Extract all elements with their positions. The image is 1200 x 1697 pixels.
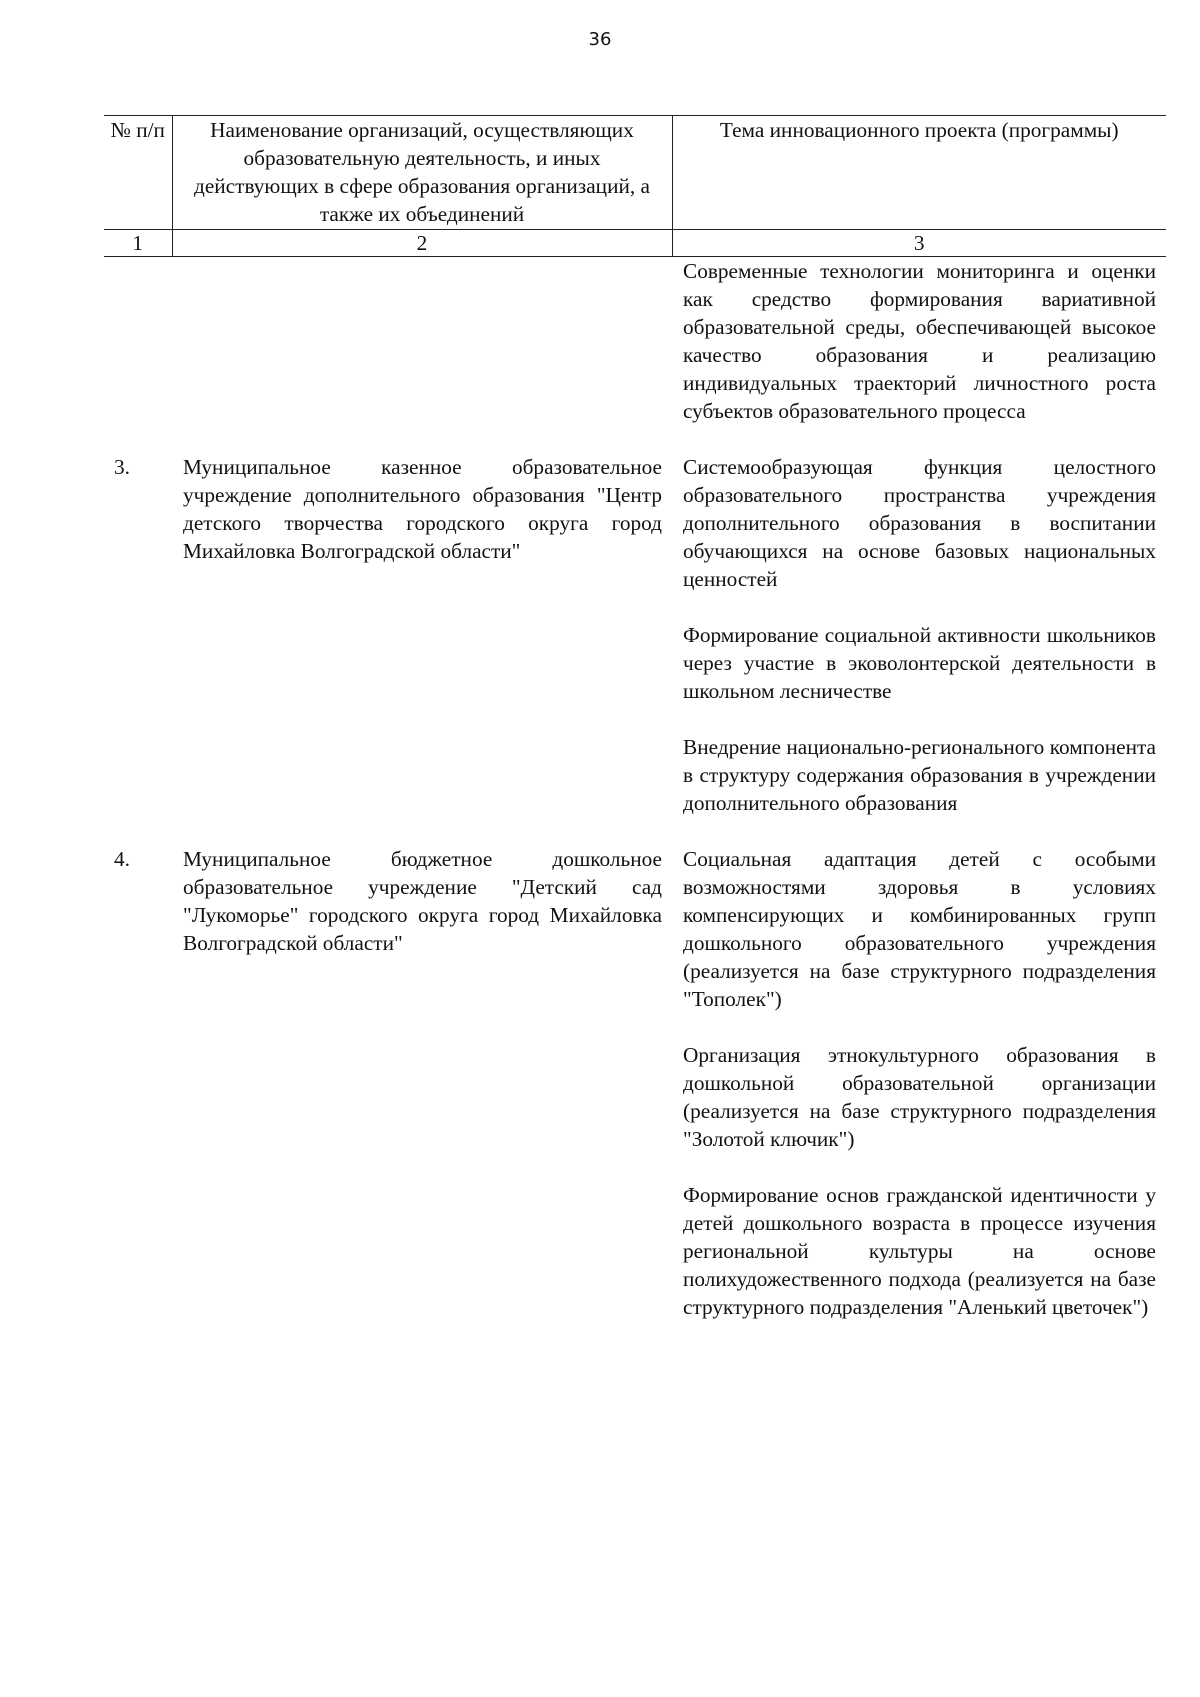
project-topic: Системообразующая функция целостного образовательного пространства учреждения дополнительного образования в воспитании обучающихся на основе базовых национальных ценностей bbox=[683, 455, 1156, 591]
column-number: 3 bbox=[672, 230, 1166, 257]
column-number: 1 bbox=[104, 230, 172, 257]
row-number: 3. bbox=[114, 455, 130, 479]
header-project-topic: Тема инновационного проекта (программы) bbox=[672, 116, 1166, 230]
table-row bbox=[104, 845, 1166, 1321]
column-number-row bbox=[104, 230, 1166, 257]
table-header-row bbox=[104, 116, 1166, 230]
project-topic: Современные технологии мониторинга и оценки как средство формирования вариативной образовательной среды, обеспечивающей высокое качество образования и реализацию индивидуальных траекторий личностного роста субъектов образовательного процесса bbox=[683, 259, 1156, 423]
projects-table bbox=[104, 115, 1166, 1321]
table-row bbox=[104, 453, 1166, 817]
table-row-continuation bbox=[104, 257, 1166, 426]
row-number: 4. bbox=[114, 847, 130, 871]
column-number: 2 bbox=[172, 230, 672, 257]
project-topic: Организация этнокультурного образования в дошкольной образовательной организации (реализуется на базе структурного подразделения "Золотой ключик") bbox=[683, 1043, 1156, 1151]
project-topic: Формирование основ гражданской идентичности у детей дошкольного возраста в процессе изучения региональной культуры на основе полихудожественного подхода (реализуется на базе структурного подразделения "Аленький цветочек") bbox=[683, 1183, 1156, 1319]
page-number: 36 bbox=[588, 29, 612, 50]
organization-name: Муниципальное казенное образовательное учреждение дополнительного образования "Центр детского творчества городского округа город Михайловка Волгоградской области" bbox=[183, 455, 662, 563]
project-topic: Внедрение национально-регионального компонента в структуру содержания образования в учреждении дополнительного образования bbox=[683, 735, 1156, 815]
organization-name: Муниципальное бюджетное дошкольное образовательное учреждение "Детский сад "Лукоморье" городского округа город Михайловка Волгоградской области" bbox=[183, 847, 662, 955]
header-number: № п/п bbox=[104, 116, 172, 230]
project-topic: Формирование социальной активности школьников через участие в эковолонтерской деятельности в школьном лесничестве bbox=[683, 623, 1156, 703]
header-organization: Наименование организаций, осуществляющих образовательную деятельность, и иных действующих в сфере образования организаций, а также их объединений bbox=[172, 116, 672, 230]
project-topic: Социальная адаптация детей с особыми возможностями здоровья в условиях компенсирующих и комбинированных групп дошкольного образовательного учреждения (реализуется на базе структурного подразделения "Тополек") bbox=[683, 847, 1156, 1011]
